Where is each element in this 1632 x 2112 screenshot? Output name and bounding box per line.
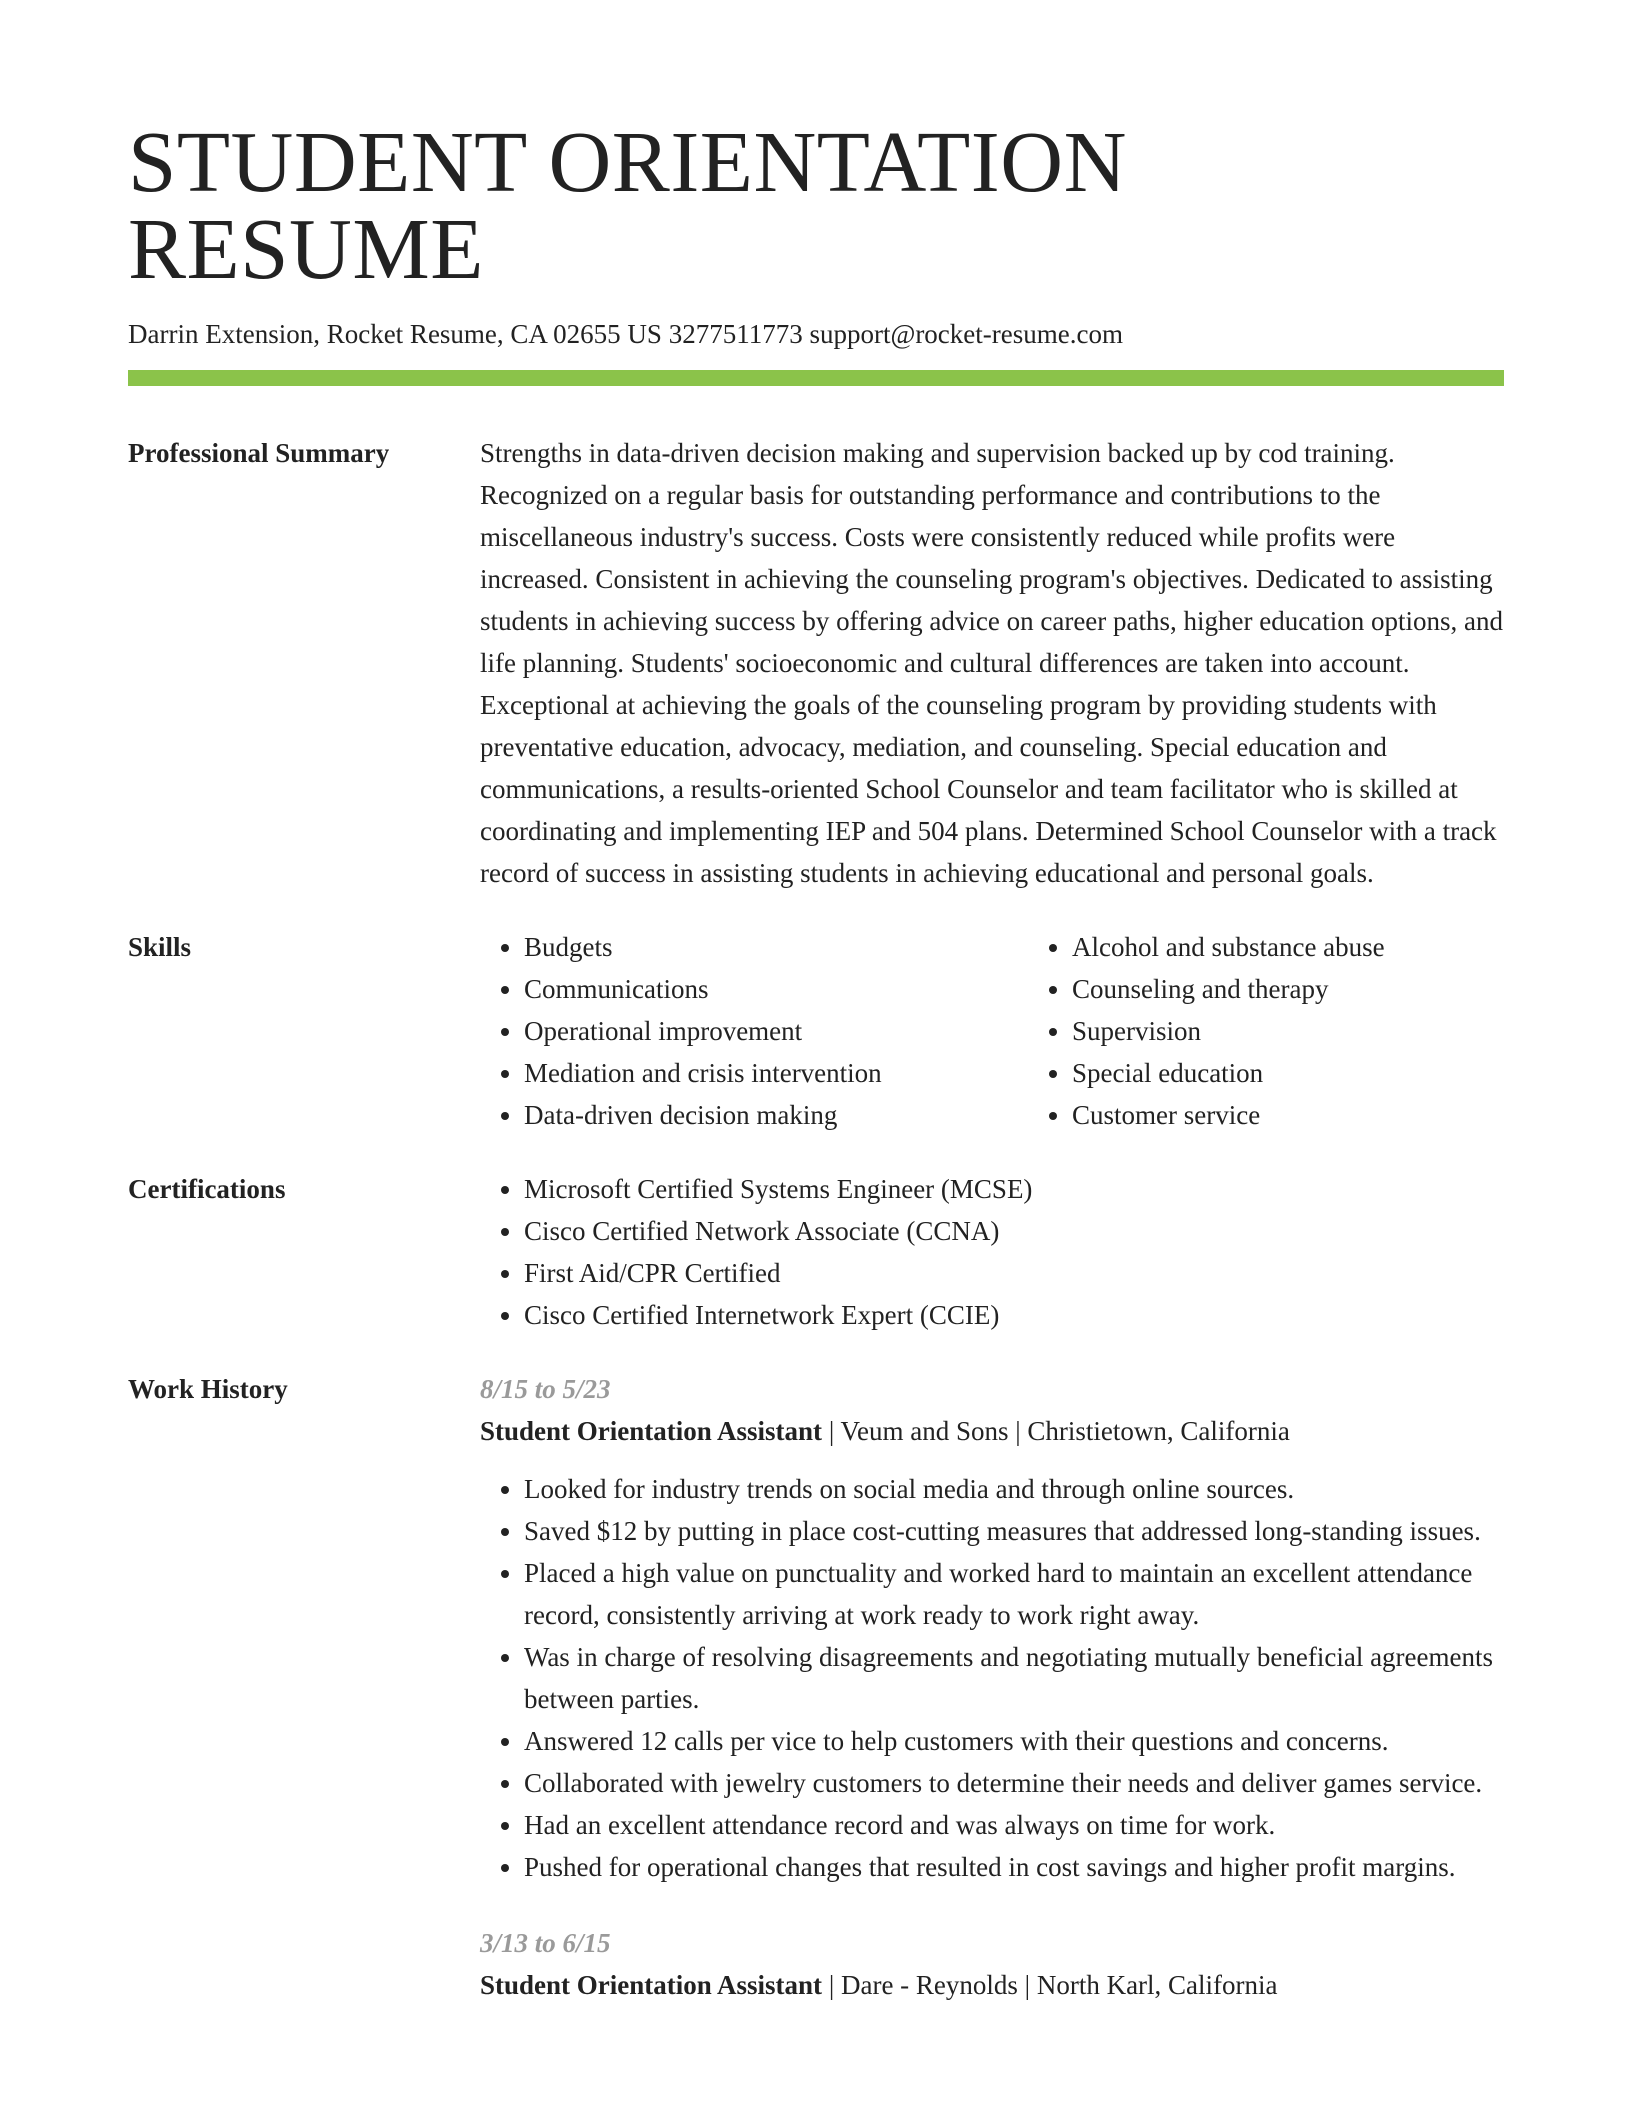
contact-email: support@rocket-resume.com xyxy=(809,319,1123,349)
summary-text: Strengths in data-driven decision making and supervision backed up by cod training. Recognized on a regular basis for outstanding performance and contributions to the miscellaneous industry's success. Costs were consistently reduced while profits were increased. Consistent in achieving the counseling program's objectives. Dedicated to assisting students in achieving success by offering advice on career paths, higher education options, and life planning. Students' socioeconomic and cultural differences are taken into account. Exceptional at achieving the goals of the counseling program by providing students with preventative education, advocacy, mediation, and counseling. Special education and communications, a results-oriented School Counselor and team facilitator who is skilled at coordinating and implementing IEP and 504 plans. Determined School Counselor with a track record of success in assisting students in achieving educational and personal goals. xyxy=(480,438,1503,889)
job-dates: 8/15 to 5/23 xyxy=(480,1374,611,1405)
job-company-location: | Veum and Sons | Christietown, California xyxy=(822,1416,1290,1447)
job-company-location: | Dare - Reynolds | North Karl, California xyxy=(822,1970,1278,2001)
skills-heading: Skills xyxy=(128,932,192,963)
contact-address: Darrin Extension, Rocket Resume, CA 02655 US xyxy=(128,319,662,349)
skill-item: • Supervision xyxy=(1072,1010,1576,1052)
header-divider xyxy=(128,370,1504,386)
certifications-heading: Certifications xyxy=(128,1174,286,1205)
job-bullet: • Placed a high value on punctuality and worked hard to maintain an excellent attendance record, consistently arriving at work ready to work right away. xyxy=(524,1552,1504,1636)
job-bullet: • Answered 12 calls per vice to help customers with their questions and concerns. xyxy=(524,1720,1504,1762)
job-bullet: • Had an excellent attendance record and was always on time for work. xyxy=(524,1804,1504,1846)
summary-section xyxy=(128,432,1504,894)
skill-item: • Budgets xyxy=(524,926,1028,968)
skill-item: • Alcohol and substance abuse xyxy=(1072,926,1576,968)
contact-line xyxy=(128,318,1504,350)
job-bullet: • Pushed for operational changes that resulted in cost savings and higher profit margins. xyxy=(524,1846,1504,1888)
job-bullet: • Collaborated with jewelry customers to determine their needs and deliver games service. xyxy=(524,1762,1504,1804)
skill-item: • Mediation and crisis intervention xyxy=(524,1052,1028,1094)
job-bullet: • Was in charge of resolving disagreements and negotiating mutually beneficial agreements between parties. xyxy=(524,1636,1504,1720)
job-bullet: • Saved $12 by putting in place cost-cutting measures that addressed long-standing issues. xyxy=(524,1510,1504,1552)
job-dates: 3/13 to 6/15 xyxy=(480,1928,611,1959)
job-entry xyxy=(480,1368,1504,1888)
skill-item: • Communications xyxy=(524,968,1028,1010)
skill-item: • Data-driven decision making xyxy=(524,1094,1028,1136)
work-history-heading: Work History xyxy=(128,1374,288,1405)
summary-heading: Professional Summary xyxy=(128,438,390,469)
job-title: Student Orientation Assistant xyxy=(480,1970,823,2001)
job-header xyxy=(480,1964,1504,2006)
skill-item: • Operational improvement xyxy=(524,1010,1028,1052)
job-header xyxy=(480,1410,1504,1452)
skills-section xyxy=(128,926,1504,1136)
job-bullets xyxy=(480,1468,1504,1888)
certifications-section xyxy=(128,1168,1504,1336)
certification-item: • First Aid/CPR Certified xyxy=(524,1252,1504,1294)
certification-item: • Cisco Certified Internetwork Expert (CCIE) xyxy=(524,1294,1504,1336)
skills-list-right xyxy=(1028,926,1576,1136)
certification-item: • Microsoft Certified Systems Engineer (MCSE) xyxy=(524,1168,1504,1210)
resume-title: STUDENT ORIENTATION RESUME xyxy=(128,113,1127,297)
job-bullet: • Looked for industry trends on social media and through online sources. xyxy=(524,1468,1504,1510)
job-entry xyxy=(480,1922,1504,2006)
skills-list-left xyxy=(480,926,1028,1136)
skill-item: • Counseling and therapy xyxy=(1072,968,1576,1010)
skill-item: • Customer service xyxy=(1072,1094,1576,1136)
certification-item: • Cisco Certified Network Associate (CCNA) xyxy=(524,1210,1504,1252)
work-history-section xyxy=(128,1368,1504,2006)
job-title: Student Orientation Assistant xyxy=(480,1416,823,1447)
resume-page xyxy=(128,0,1504,2006)
skill-item: • Special education xyxy=(1072,1052,1576,1094)
contact-phone: 3277511773 xyxy=(668,319,803,349)
certifications-list xyxy=(480,1168,1504,1336)
